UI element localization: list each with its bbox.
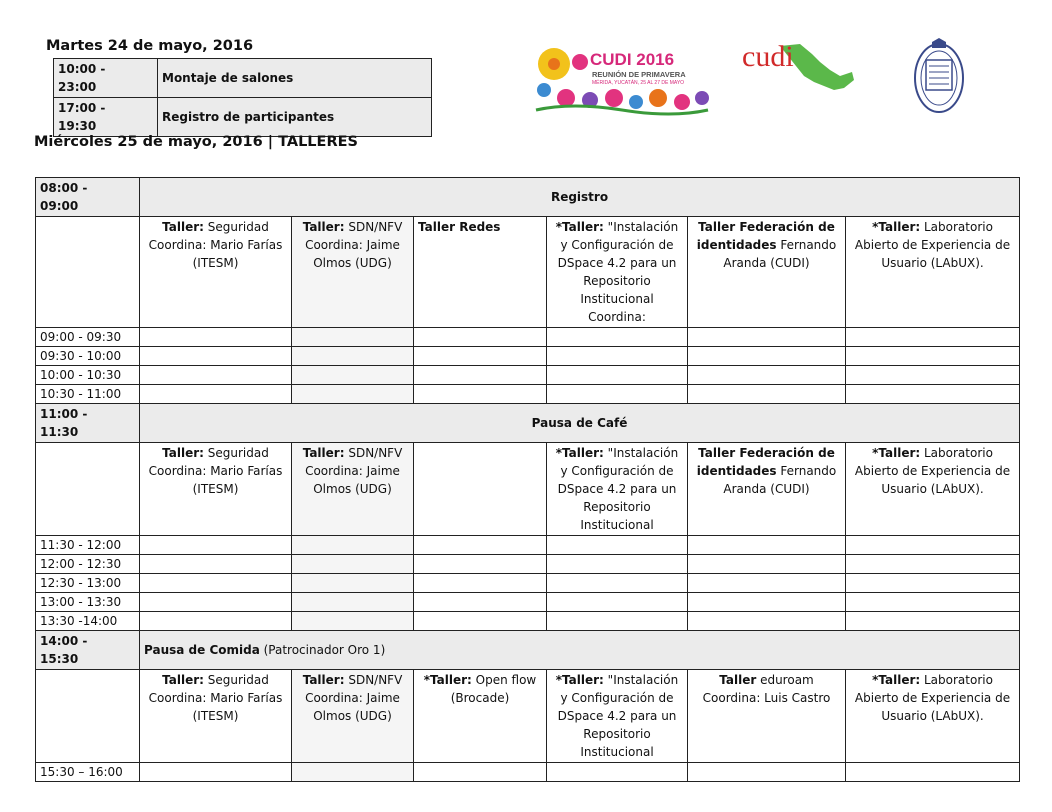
slot-cell [688,366,846,385]
workshop-cell: *Taller: Laboratorio Abierto de Experiencia de Usuario (LAbUX). [846,670,1020,763]
workshop-cell: *Taller: Laboratorio Abierto de Experiencia de Usuario (LAbUX). [846,443,1020,536]
slot-cell [846,328,1020,347]
block-header-row [36,178,1020,217]
slot-cell [846,536,1020,555]
slot-cell [414,612,547,631]
slot-cell [688,555,846,574]
slot-time: 11:30 - 12:00 [36,536,140,555]
seal-icon [912,36,966,116]
workshop-cell: Taller: SDN/NFV Coordina: Jaime Olmos (UDG) [292,217,414,328]
table-row [54,59,432,98]
slot-cell [292,763,414,782]
block-header-row [36,404,1020,443]
workshop-cell: Taller: Seguridad Coordina: Mario Farías (ITESM) [140,217,292,328]
slot-cell [140,536,292,555]
block-header-row [36,631,1020,670]
slot-cell [414,763,547,782]
slot-cell [414,385,547,404]
cudi-wordmark: cudi [742,40,794,73]
cudi2016-logo [532,40,712,122]
slot-cell [140,385,292,404]
slot-time: 09:00 - 09:30 [36,328,140,347]
time-cell [36,217,140,328]
workshop-cell [414,443,547,536]
slot-cell [140,574,292,593]
slot-cell [547,366,688,385]
slot-cell [688,763,846,782]
slot-cell [688,536,846,555]
slot-cell [547,574,688,593]
time-slot-row [36,385,1020,404]
slot-cell [846,385,1020,404]
slot-time: 13:30 -14:00 [36,612,140,631]
time-slot-row [36,763,1020,782]
block-title: Pausa de Comida (Patrocinador Oro 1) [140,631,1020,670]
workshop-cell: Taller Federación de identidades Fernando Aranda (CUDI) [688,443,846,536]
slot-cell [292,555,414,574]
workshops-row [36,217,1020,328]
slot-cell [688,385,846,404]
time-slot-row [36,366,1020,385]
slot-cell [292,574,414,593]
slot-cell [414,555,547,574]
slot-cell [547,347,688,366]
slot-cell [414,574,547,593]
time-slot-row [36,555,1020,574]
slot-cell [140,763,292,782]
workshop-cell: Taller: SDN/NFV Coordina: Jaime Olmos (UDG) [292,443,414,536]
slot-cell [846,574,1020,593]
slot-cell [140,593,292,612]
workshop-cell: Taller: SDN/NFV Coordina: Jaime Olmos (UDG) [292,670,414,763]
block-title: Registro [140,178,1020,217]
slot-cell [547,593,688,612]
slot-cell [846,612,1020,631]
slot-cell [140,366,292,385]
day1-title: Martes 24 de mayo, 2016 [46,38,254,54]
slot-time: 09:30 - 10:00 [36,347,140,366]
slot-time: 12:30 - 13:00 [36,574,140,593]
slot-cell [414,536,547,555]
workshop-cell: Taller Federación de identidades Fernando Aranda (CUDI) [688,217,846,328]
slot-cell [688,328,846,347]
slot-cell [414,593,547,612]
slot-cell [140,555,292,574]
slot-cell [547,763,688,782]
slot-cell [846,763,1020,782]
university-seal [912,36,966,116]
day2-title: Miércoles 25 de mayo, 2016 | TALLERES [34,134,358,150]
slot-cell [547,385,688,404]
block-time: 14:00 - 15:30 [36,631,140,670]
slot-cell [292,385,414,404]
slot-cell [547,536,688,555]
slot-cell [547,328,688,347]
slot-cell [688,347,846,366]
slot-cell [688,612,846,631]
slot-cell [292,593,414,612]
workshop-cell: *Taller: "Instalación y Configuración de DSpace 4.2 para un Repositorio Institucional [547,670,688,763]
slot-cell [140,328,292,347]
day1-table [53,58,432,137]
activity-cell: Registro de participantes [158,98,432,137]
activity-cell: Montaje de salones [158,59,432,98]
time-cell [36,443,140,536]
time-slot-row [36,574,1020,593]
slot-time: 10:00 - 10:30 [36,366,140,385]
workshop-cell: *Taller: "Instalación y Configuración de DSpace 4.2 para un Repositorio Institucional [547,443,688,536]
slot-cell [846,593,1020,612]
time-slot-row [36,536,1020,555]
slot-cell [292,328,414,347]
table-row [54,98,432,137]
workshop-cell: *Taller: "Instalación y Configuración de DSpace 4.2 para un Repositorio Institucional Coordina: [547,217,688,328]
cudi-logo [740,40,858,100]
time-cell [36,670,140,763]
slot-cell [292,612,414,631]
slot-cell [414,328,547,347]
slot-cell [140,347,292,366]
slot-cell [547,555,688,574]
slot-cell [414,366,547,385]
time-cell: 17:00 - 19:30 [54,98,158,137]
workshops-row [36,443,1020,536]
time-slot-row [36,593,1020,612]
slot-time: 12:00 - 12:30 [36,555,140,574]
slot-cell [547,612,688,631]
slot-cell [292,347,414,366]
time-slot-row [36,612,1020,631]
slot-cell [140,612,292,631]
slot-time: 13:00 - 13:30 [36,593,140,612]
cudi2016-subtitle: REUNIÓN DE PRIMAVERA [592,70,686,79]
workshops-table [35,177,1020,782]
time-cell: 10:00 - 23:00 [54,59,158,98]
slot-cell [846,347,1020,366]
time-slot-row [36,347,1020,366]
time-slot-row [36,328,1020,347]
block-title: Pausa de Café [140,404,1020,443]
slot-cell [292,366,414,385]
slot-cell [688,574,846,593]
slot-cell [846,366,1020,385]
cudi2016-place: MÉRIDA, YUCATÁN, 25 AL 27 DE MAYO [592,80,685,86]
workshop-cell: Taller eduroam Coordina: Luis Castro [688,670,846,763]
workshop-cell: *Taller: Open flow (Brocade) [414,670,547,763]
slot-time: 15:30 – 16:00 [36,763,140,782]
slot-cell [846,555,1020,574]
slot-cell [292,536,414,555]
workshop-cell: Taller: Seguridad Coordina: Mario Farías (ITESM) [140,443,292,536]
workshop-cell: Taller Redes [414,217,547,328]
slot-cell [414,347,547,366]
slot-cell [688,593,846,612]
slot-time: 10:30 - 11:00 [36,385,140,404]
block-time: 11:00 - 11:30 [36,404,140,443]
workshop-cell: *Taller: Laboratorio Abierto de Experiencia de Usuario (LAbUX). [846,217,1020,328]
cudi2016-title: CUDI 2016 [590,50,675,69]
workshops-row [36,670,1020,763]
block-time: 08:00 - 09:00 [36,178,140,217]
workshop-cell: Taller: Seguridad Coordina: Mario Farías (ITESM) [140,670,292,763]
